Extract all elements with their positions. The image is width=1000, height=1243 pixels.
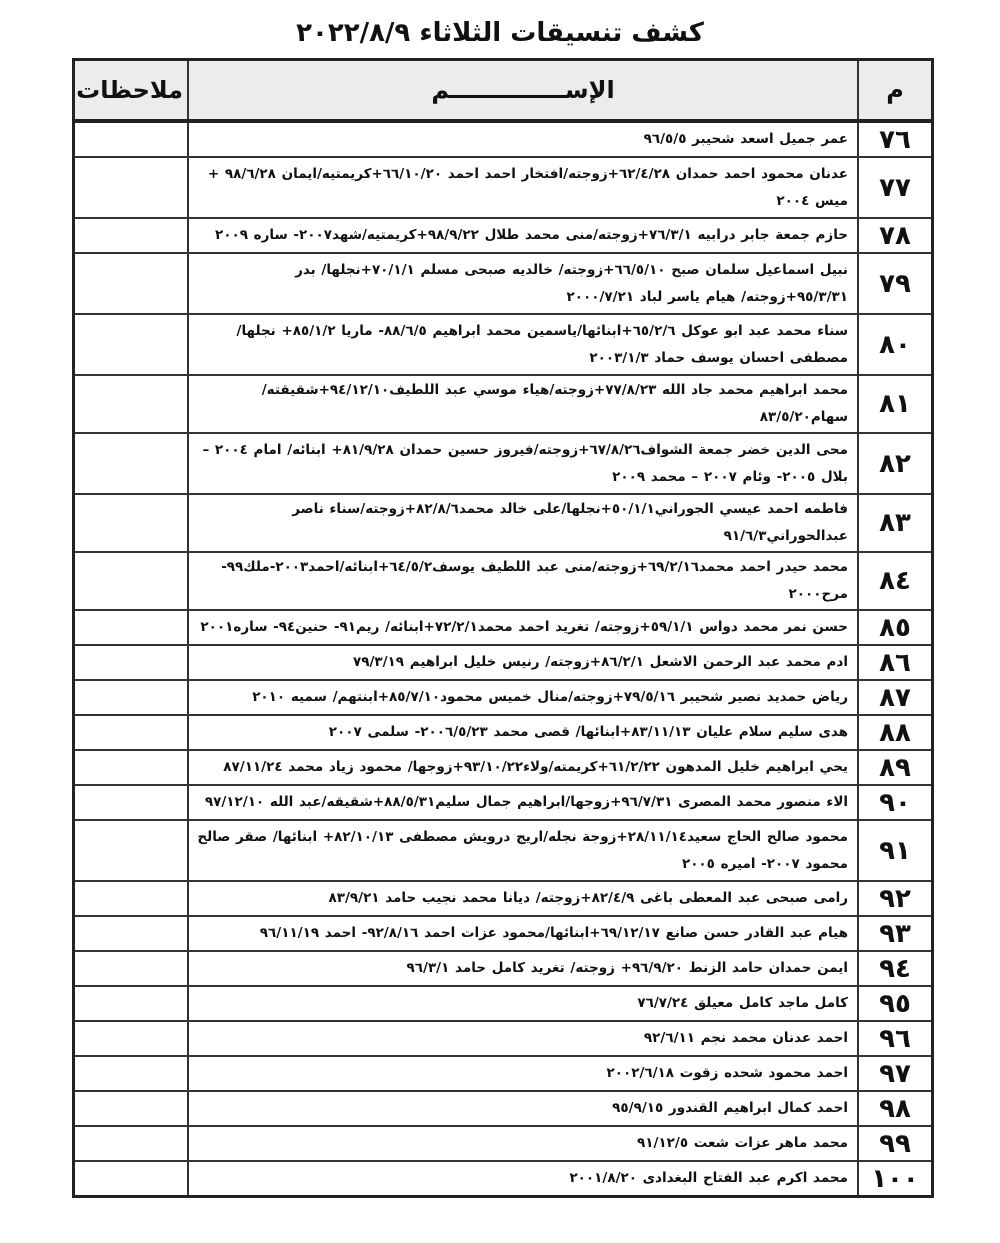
row-name: محى الدين خضر جمعة الشواف٦٧/٨/٢٦+زوجته/فيروز حسين حمدان ٨١/٩/٢٨+ ابنائه/ امام ٢٠٠٤ – بلال ٢٠٠٥- وئام ٢٠٠٧ – محمد ٢٠٠٩: [188, 433, 858, 494]
table-row: [74, 1091, 933, 1126]
table-row: [74, 750, 933, 785]
row-name: حازم جمعة جابر درابيه ٧٦/٣/١+زوجته/منى محمد طلال ٩٨/٩/٢٢+كريمتيه/شهد٢٠٠٧- ساره ٢٠٠٩: [188, 218, 858, 253]
table-row: [74, 986, 933, 1021]
table-row: [74, 433, 933, 494]
table-row: [74, 610, 933, 645]
row-notes: [74, 1021, 189, 1056]
row-name: هدى سليم سلام عليان ٨٣/١١/١٣+ابنائها/ قصى محمد ٢٠٠٦/٥/٢٣- سلمى ٢٠٠٧: [188, 715, 858, 750]
table-row: [74, 1056, 933, 1091]
roster-body: [74, 121, 933, 1197]
row-name: عمر جميل اسعد شحيبر ٩٦/٥/٥: [188, 121, 858, 157]
row-name: كامل ماجد كامل معيلق ٧٦/٧/٢٤: [188, 986, 858, 1021]
row-notes: [74, 916, 189, 951]
table-row: [74, 552, 933, 610]
row-number: ٩٨: [858, 1091, 933, 1126]
table-row: [74, 375, 933, 433]
row-notes: [74, 986, 189, 1021]
row-name: محمود صالح الحاج سعيد٢٨/١١/١٤+زوجة نجله/اريج درويش مصطفى ٨٢/١٠/١٣+ ابنائها/ صقر صالح محمود ٢٠٠٧- اميره ٢٠٠٥: [188, 820, 858, 881]
row-notes: [74, 218, 189, 253]
row-notes: [74, 375, 189, 433]
row-name: رامى صبحى عبد المعطى باغى ٨٢/٤/٩+زوجته/ ديانا محمد نجيب حامد ٨٣/٩/٢١: [188, 881, 858, 916]
header-name: الإســــــــــــــم: [188, 60, 858, 122]
row-name: نبيل اسماعيل سلمان صبح ٦٦/٥/١٠+زوجته/ خالديه صبحى مسلم ٧٠/١/١+نجلها/ بدر ٩٥/٣/٣١+زوجته/ هيام ياسر لباد ٢٠٠٠/٧/٢١: [188, 253, 858, 314]
row-name: ايمن حمدان حامد الزنط ٩٦/٩/٢٠+ زوجته/ تغريد كامل حامد ٩٦/٣/١: [188, 951, 858, 986]
row-number: ٧٨: [858, 218, 933, 253]
row-notes: [74, 1056, 189, 1091]
header-row: [74, 60, 933, 122]
table-row: [74, 1126, 933, 1161]
row-number: ٨١: [858, 375, 933, 433]
row-number: ٨٧: [858, 680, 933, 715]
row-name: احمد كمال ابراهيم القندور ٩٥/٩/١٥: [188, 1091, 858, 1126]
table-row: [74, 820, 933, 881]
row-notes: [74, 1091, 189, 1126]
roster-table: [72, 58, 934, 1198]
row-name: يحي ابراهيم خليل المدهون ٦١/٢/٢٢+كريمته/ولاء٩٣/١٠/٢٢+زوجها/ محمود زياد محمد ٨٧/١١/٢٤: [188, 750, 858, 785]
table-row: [74, 314, 933, 375]
table-row: [74, 157, 933, 218]
row-name: عدنان محمود احمد حمدان ٦٢/٤/٢٨+زوجته/افتخار احمد احمد ٦٦/١٠/٢٠+كريمتيه/ايمان ٩٨/٦/٢٨ + ميس ٢٠٠٤: [188, 157, 858, 218]
table-row: [74, 881, 933, 916]
row-notes: [74, 645, 189, 680]
row-number: ٨٢: [858, 433, 933, 494]
row-number: ٩١: [858, 820, 933, 881]
header-number: م: [858, 60, 933, 122]
row-name: احمد محمود شحده زقوت ٢٠٠٢/٦/١٨: [188, 1056, 858, 1091]
table-row: [74, 715, 933, 750]
table-row: [74, 494, 933, 552]
row-number: ٩٤: [858, 951, 933, 986]
row-name: محمد اكرم عبد الفتاح البغدادى ٢٠٠١/٨/٢٠: [188, 1161, 858, 1197]
row-notes: [74, 1161, 189, 1197]
header-notes: ملاحظات: [74, 60, 189, 122]
row-name: ادم محمد عبد الرحمن الاشعل ٨٦/٢/١+زوجته/ رنيس خليل ابراهيم ٧٩/٣/١٩: [188, 645, 858, 680]
row-name: رياض حمديد نصير شحيبر ٧٩/٥/١٦+زوجته/منال خميس محمود٨٥/٧/١٠+ابنتهم/ سميه ٢٠١٠: [188, 680, 858, 715]
row-number: ٨٠: [858, 314, 933, 375]
row-notes: [74, 494, 189, 552]
row-number: ٩٥: [858, 986, 933, 1021]
row-number: ٨٩: [858, 750, 933, 785]
row-notes: [74, 680, 189, 715]
row-number: ٧٩: [858, 253, 933, 314]
row-notes: [74, 314, 189, 375]
row-name: الاء منصور محمد المصرى ٩٦/٧/٣١+زوجها/ابراهيم جمال سليم٨٨/٥/٣١+شقيقه/عبد الله ٩٧/١٢/١٠: [188, 785, 858, 820]
row-notes: [74, 121, 189, 157]
table-row: [74, 121, 933, 157]
row-name: سناء محمد عبد ابو عوكل ٦٥/٢/٦+ابنائها/ياسمين محمد ابراهيم ٨٨/٦/٥- ماريا ٨٥/١/٢+ نجلها/مصطفى احسان يوسف حماد ٢٠٠٣/١/٣: [188, 314, 858, 375]
row-name: هيام عبد القادر حسن صانع ٦٩/١٢/١٧+ابنائها/محمود عزات احمد ٩٢/٨/١٦- احمد ٩٦/١١/١٩: [188, 916, 858, 951]
row-number: ٨٥: [858, 610, 933, 645]
row-notes: [74, 750, 189, 785]
table-row: [74, 645, 933, 680]
table-row: [74, 1021, 933, 1056]
row-number: ٩٦: [858, 1021, 933, 1056]
row-notes: [74, 433, 189, 494]
table-row: [74, 218, 933, 253]
row-notes: [74, 157, 189, 218]
row-notes: [74, 1126, 189, 1161]
row-name: محمد ابراهيم محمد جاد الله ٧٧/٨/٢٣+زوجته/هياء موسي عبد اللطيف٩٤/١٢/١٠+شقيقته/سهام٨٣/٥/٢٠: [188, 375, 858, 433]
row-number: ٩٣: [858, 916, 933, 951]
row-notes: [74, 610, 189, 645]
table-row: [74, 916, 933, 951]
row-notes: [74, 785, 189, 820]
row-name: احمد عدنان محمد نجم ٩٢/٦/١١: [188, 1021, 858, 1056]
table-row: [74, 951, 933, 986]
row-number: ٩٠: [858, 785, 933, 820]
row-number: ٩٧: [858, 1056, 933, 1091]
row-notes: [74, 552, 189, 610]
row-name: حسن نمر محمد دواس ٥٩/١/١+زوجته/ تغريد احمد محمد٧٢/٢/١+ابنائه/ ريم٩١- حنين٩٤- ساره٢٠٠١: [188, 610, 858, 645]
row-number: ٧٦: [858, 121, 933, 157]
table-row: [74, 1161, 933, 1197]
row-number: ٩٢: [858, 881, 933, 916]
row-notes: [74, 715, 189, 750]
row-number: ٩٩: [858, 1126, 933, 1161]
row-name: محمد حيدر احمد محمد٦٩/٢/١٦+زوجته/منى عبد اللطيف يوسف٦٤/٥/٢+ابنائه/احمد٢٠٠٣-ملك٩٩-مرح٢٠٠٠: [188, 552, 858, 610]
row-number: ١٠٠: [858, 1161, 933, 1197]
row-notes: [74, 881, 189, 916]
row-number: ٨٦: [858, 645, 933, 680]
row-number: ٨٨: [858, 715, 933, 750]
row-notes: [74, 253, 189, 314]
row-number: ٨٣: [858, 494, 933, 552]
row-name: محمد ماهر عزات شعت ٩١/١٢/٥: [188, 1126, 858, 1161]
table-row: [74, 680, 933, 715]
table-row: [74, 253, 933, 314]
row-number: ٨٤: [858, 552, 933, 610]
page-title: كشف تنسيقات الثلاثاء ٢٠٢٢/٨/٩: [296, 18, 704, 48]
row-name: فاطمه احمد عيسي الجوراني٥٠/١/١+نجلها/على خالد محمد٨٢/٨/٦+زوجته/سناء ناصر عبدالحوراني٩١/٦/٣: [188, 494, 858, 552]
row-notes: [74, 820, 189, 881]
row-notes: [74, 951, 189, 986]
row-number: ٧٧: [858, 157, 933, 218]
table-row: [74, 785, 933, 820]
